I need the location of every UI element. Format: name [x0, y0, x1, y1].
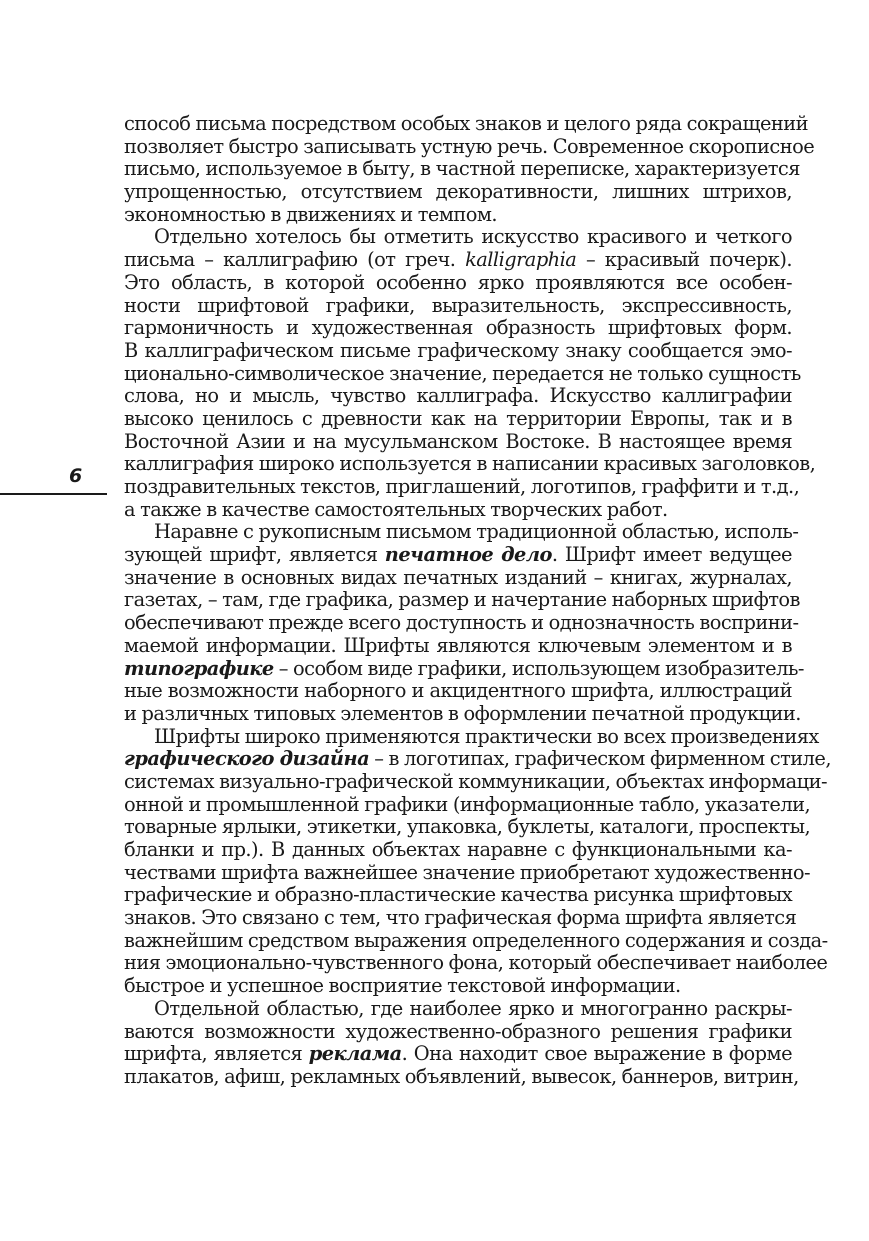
- text-line-content: Отдельной областью, где наиболее ярко и многогранно раскры-: [154, 996, 792, 1020]
- text-line: [124, 792, 811, 817]
- text-line: [124, 431, 792, 454]
- text-line-content: графические и образно-пластические качества рисунка шрифтовых: [124, 883, 793, 907]
- text-line: [124, 588, 800, 612]
- text-line: [124, 544, 792, 567]
- text-line: [124, 860, 810, 885]
- text-line-content: и различных типовых элементов в оформлении печатной продукции.: [124, 701, 801, 725]
- text-line: [124, 701, 801, 726]
- text-line: [124, 361, 801, 386]
- text-line-content: Восточной Азии и на мусульманском Востоке. В настоящее время: [124, 429, 792, 453]
- text-line: [124, 181, 792, 204]
- text-line-content: Наравне с рукописным письмом традиционной областью, исполь-: [154, 520, 799, 544]
- text-line-content: ваются возможности художественно-образного решения графики: [124, 1019, 792, 1043]
- text-segment: – красивый почерк).: [576, 248, 792, 272]
- text-line: [124, 839, 792, 862]
- text-line-content: газетах, – там, где графика, размер и начертание наборных шрифтов: [124, 588, 800, 612]
- bold-italic-term: графического дизайна: [124, 747, 370, 771]
- text-line: [124, 520, 799, 544]
- text-line: [124, 112, 808, 136]
- text-segment: – особом виде графики, использующем изобразитель-: [273, 656, 804, 680]
- bold-italic-term: реклама: [308, 1042, 402, 1066]
- text-line: [124, 747, 831, 771]
- text-line-content: упрощенностью, отсутствием декоративности, лишних штрихов,: [124, 180, 792, 204]
- text-line: [124, 951, 828, 975]
- text-line: [124, 134, 815, 159]
- text-line-content: Это область, в которой особенно ярко проявляются все особен-: [124, 270, 792, 294]
- text-line: [124, 635, 792, 658]
- text-segment: шрифта, является: [124, 1042, 309, 1066]
- text-line: [124, 724, 819, 749]
- text-line: [124, 295, 792, 318]
- text-line-content: поздравительных текстов, приглашений, логотипов, граффити и т.д.,: [124, 475, 800, 498]
- text-segment: письма – каллиграфию (от греч.: [124, 248, 466, 272]
- text-line: [124, 611, 799, 635]
- text-line: [124, 249, 792, 272]
- text-line: [124, 499, 792, 522]
- text-line: [124, 475, 800, 499]
- text-line-content: экономностью в движениях и темпом.: [124, 202, 497, 226]
- text-line: [124, 680, 792, 703]
- text-line-content: ности шрифтовой графики, выразительность, экспрессивность,: [124, 293, 792, 317]
- page-number-rule: [0, 493, 107, 495]
- text-line: [124, 567, 792, 590]
- text-line-content: бланки и пр.). В данных объектах наравне с функциональными ка-: [124, 838, 792, 861]
- text-line-content: знаков. Это связано с тем, что графическая форма шрифта является: [124, 906, 797, 930]
- text-line: [124, 884, 792, 907]
- text-line-content: чествами шрифта важнейшее значение приобретают художественно-: [124, 860, 810, 884]
- text-line-content: ционально-символическое значение, передается не только сущность: [124, 361, 801, 385]
- page-number: 6: [69, 465, 83, 487]
- text-line-content: важнейшим средством выражения определенного содержания и созда-: [124, 928, 828, 952]
- text-line: [124, 1043, 792, 1066]
- text-line: [124, 1021, 792, 1044]
- text-line-content: каллиграфия широко используется в написании красивых заголовков,: [124, 452, 816, 476]
- text-line-content: ния эмоционально-чувственного фона, который обеспечивает наиболее: [124, 951, 828, 975]
- text-line-content: гармоничность и художественная образность шрифтовых форм.: [124, 316, 792, 340]
- text-line: [124, 340, 792, 363]
- text-line-content: способ письма посредством особых знаков и целого ряда сокращений: [124, 112, 808, 135]
- body-text: [124, 112, 831, 1089]
- text-line-content: обеспечивают прежде всего доступность и однозначность восприни-: [124, 611, 799, 635]
- text-line: [124, 157, 800, 181]
- text-line: [124, 815, 811, 839]
- text-line: [124, 998, 792, 1021]
- text-line-content: письмо, используемое в быту, в частной переписке, характеризуется: [124, 157, 800, 181]
- text-line: [124, 204, 792, 227]
- text-line-content: значение в основных видах печатных изданий – книгах, журналах,: [124, 565, 792, 589]
- text-line: [124, 272, 792, 295]
- text-line-content: быстрое и успешное восприятие текстовой информации.: [124, 974, 681, 998]
- text-line: [124, 769, 827, 794]
- text-line-content: позволяет быстро записывать устную речь. Современное скорописное: [124, 134, 815, 158]
- text-line-content: системах визуально-графической коммуникации, объектах информаци-: [124, 769, 827, 793]
- text-line-content: ные возможности наборного и акцидентного шрифта, иллюстраций: [124, 679, 792, 703]
- text-line: [124, 975, 792, 998]
- text-line-content: высоко ценилось с древности как на территории Европы, так и в: [124, 406, 792, 430]
- text-line: [124, 656, 804, 681]
- text-line: [124, 226, 792, 249]
- bold-italic-term: печатное дело: [384, 543, 552, 567]
- text-line-content: плакатов, афиш, рекламных объявлений, вывесок, баннеров, витрин,: [124, 1064, 799, 1088]
- text-line: [124, 906, 797, 930]
- text-line-content: онной и промышленной графики (информационные табло, указатели,: [124, 792, 811, 816]
- text-line: [124, 385, 792, 408]
- text-line: [124, 408, 792, 431]
- text-line-content: Шрифты широко применяются практически во всех произведениях: [154, 724, 819, 748]
- bold-italic-term: типографике: [124, 656, 274, 680]
- text-line-content: маемой информации. Шрифты являются ключевым элементом и в: [124, 633, 792, 657]
- text-segment: . Шрифт имеет ведущее: [551, 543, 792, 567]
- text-line-content: товарные ярлыки, этикетки, упаковка, буклеты, каталоги, проспекты,: [124, 815, 811, 839]
- text-segment: – в логотипах, графическом фирменном стиле,: [369, 747, 831, 771]
- italic-term: kalligraphia: [465, 248, 577, 272]
- text-line: [124, 452, 816, 476]
- text-line-content: Отдельно хотелось бы отметить искусство красивого и четкого: [154, 225, 792, 249]
- text-line: [124, 1064, 799, 1089]
- text-line: [124, 317, 792, 340]
- text-segment: зующей шрифт, является: [124, 543, 385, 567]
- text-line-content: а также в качестве самостоятельных творческих работ.: [124, 497, 668, 521]
- text-line: [124, 928, 828, 953]
- text-line-content: слова, но и мысль, чувство каллиграфа. Искусство каллиграфии: [124, 384, 792, 408]
- text-segment: . Она находит свое выражение в форме: [401, 1042, 792, 1066]
- text-line-content: В каллиграфическом письме графическому знаку сообщается эмо-: [124, 338, 792, 362]
